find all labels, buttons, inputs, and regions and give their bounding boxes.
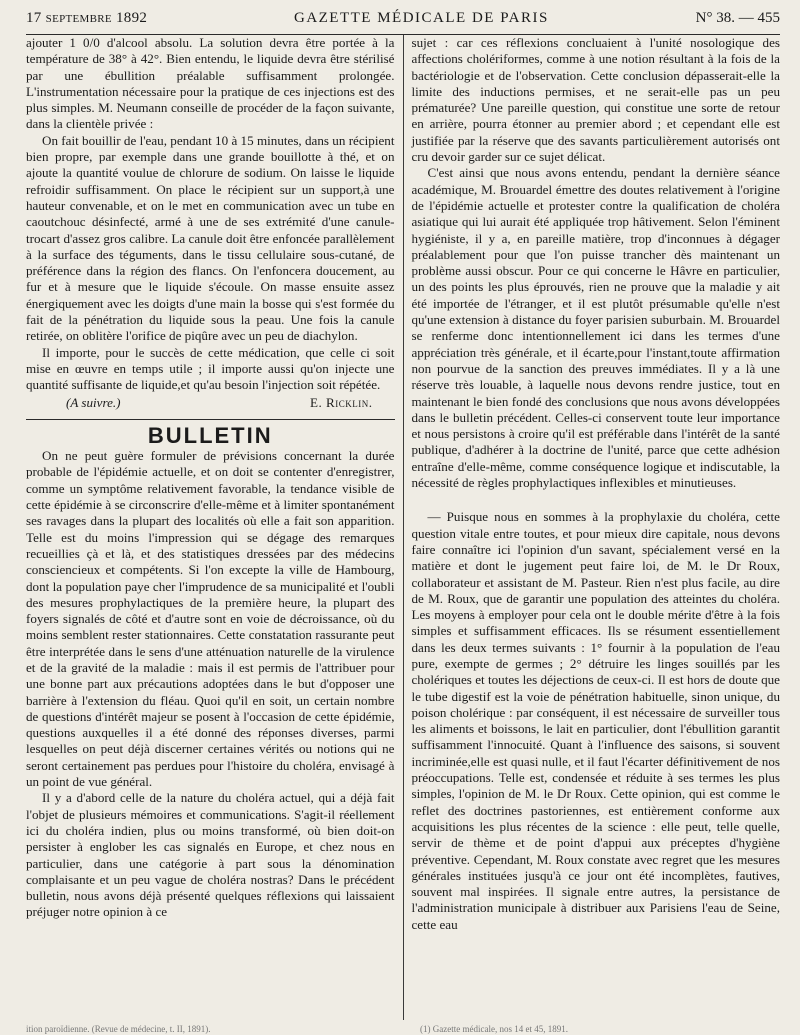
journal-title: GAZETTE MÉDICALE DE PARIS (293, 10, 549, 26)
section-divider (26, 419, 395, 420)
article-signature (26, 394, 395, 415)
page-header (26, 10, 780, 35)
footnote-right: (1) Gazette médicale, nos 14 et 45, 1891. (420, 1024, 568, 1034)
paragraph: Il importe, pour le succès de cette médication, que celle ci soit mise en œuvre en temps utile ; il importe aussi qu'on injecte une quantité suffisante de liquide,et qu'au besoin l'injection soit répétée. (26, 344, 395, 393)
paragraph: Il y a d'abord celle de la nature du choléra actuel, qui a déjà fait l'objet de plusieurs mémoires et communications. S'agit-il réellement ici du choléra indien, plus ou moins transformé, où bien doit-on persister à englober les cas signalés en Europe, et chez nous en particulier, dans une catégorie à part sous la dénomination complaisante et un peu vague de choléra nostras? Dans le précédent bulletin, nous avons déjà présenté quelques réflexions qui laissaient préjuger notre opinion à ce (26, 790, 395, 920)
footnote-left: ition paroïdienne. (Revue de médecine, t. II, 1891). (26, 1024, 211, 1034)
author-name: E. Ricklin. (309, 394, 373, 410)
left-column (26, 35, 403, 1020)
paragraph: sujet : car ces réflexions concluaient à l'unité nosologique des affections cholériformes, comme à une notion résultant à la fois de la bactériologie et de l'observation. Cette conclusion dépasserait-elle la limite des inductions permises, et ne serait-elle pas un peu prématurée? Une pareille question, qui constitue une sorte de retour en arrière, pourra étonner au premier abord ; et cependant elle est justifiée par la réserve que des savants particulièrement autorisés ont cru devoir garder sur ce sujet délicat. (411, 35, 780, 165)
text-columns (26, 35, 780, 1020)
to-be-continued: (A suivre.) (66, 394, 121, 410)
paragraph-gap (412, 491, 781, 509)
issue-date: 17 septembre 1892 (26, 10, 148, 26)
section-title: BULLETIN (147, 422, 273, 448)
paragraph: — Puisque nous en sommes à la prophylaxie du choléra, cette question vitale entre toutes, et pour mieux dire capitale, nous devons faire connaître ici l'opinion d'un savant, spécialement versé en la matière et dont le jugement peut faire loi, de M. le Dr Roux, collaborateur et assistant de M. Pasteur. Rien n'est plus facile, au dire de M. Roux, que de garantir une population des atteintes du choléra. Les moyens à employer pour cela ont le double mérite d'être à la fois simples et suffisamment efficaces. Ils se résument essentiellement dans les deux termes suivants : 1° fournir à la population de l'eau pure, exempte de germes ; 2° détruire les linges souillés par les cholériques et toutes les déjections de ceux-ci. Il est hors de doute que le tube digestif est la voie de pénétration habituelle, sinon unique, du poison cholérique : par conséquent, il est nécessaire de surveiller tous les aliments et boissons, le lait en particulier, dont l'ébullition garantit suffisamment l'innocuité. Quant à l'influence des saisons, si souvent incriminée,elle est quasi nulle, et il faut l'écarter définitivement de nos préoccupations. Telle est, condensée et réduite à ses termes les plus simples, l'opinion de M. le Dr Roux. Cette opinion, qui est comme le reflet des doctrines pastoriennes, est entièrement conforme aux acquisitions les plus récentes de la science : elle peut, telle quelle, servir de thème et de point d'appui aux préceptes d'hygiène préventive. Cependant, M. Roux constate avec regret que les mesures générales instituées jusqu'à ce jour ont été incomplètes, fautives, souvent mal inspirées. Il signale entre autres, la persistance de l'administration municipale à distribuer aux Parisiens l'eau de Seine, cette eau (411, 509, 780, 932)
paragraph: ajouter 1 0/0 d'alcool absolu. La solution devra être portée à la température de 38° à 42°. Bien entendu, le liquide devra être stérilisé par une ébullition préalable suffisamment prolongée. L'instrumentation nécessaire pour la pratique de ces injections est des plus simples. M. Neumann conseille de procéder de la façon suivante, dans la clientèle privée : (26, 35, 395, 132)
paragraph: On ne peut guère formuler de prévisions concernant la durée probable de l'épidémie actuelle, et on doit se contenter d'enregistrer, comme un symptôme relativement favorable, la tendance visible de cette épidémie à se circonscrire d'elle-même et à limiter spontanément ses ravages dans la plupart des localités où elle a fait son apparition. Telle est du moins l'impression qui se dégage des remarques recueillies çà et là, et des statistiques dressées par des médecins consciencieux et compétents. Si l'on excepte la ville de Hambourg, dont la population paye cher l'imprudence de sa municipalité et l'oubli des mesures prophylactiques de la première heure, la plupart des foyers signalés de côté et d'autre sont en voie de décroissance, où du moins semblent rester stationnaires. Cette constatation rassurante peut être interprétée dans le sens d'une atténuation naturelle de la virulence et de la gravité de la maladie : mais il est permis de l'attribuer pour une bonne part aux précautions adoptées dans le but d'opposer une barrière à l'extension du fléau. Quoi qu'il en soit, un certain nombre de questions d'intérêt majeur se posent à l'occasion de cette épidémie, questions auxquelles il a été donné des réponses diverses, parmi lesquelles on peut déjà discerner certaines vérités ou notions qui ne seront certainement pas perdues pour l'histoire du choléra, envisagé à un point de vue général. (26, 448, 395, 790)
paragraph: On fait bouillir de l'eau, pendant 10 à 15 minutes, dans un récipient bien propre, par exemple dans une grande bouillotte à thé, et on ajoute la quantité voulue de chlorure de sodium. On laisse le liquide refroidir suffisamment. On place le récipient sur un support,à une hauteur convenable, et on le met en communication avec un tube en caoutchouc désinfecté, armé à une de ses extrémité d'une canule-trocart d'assez gros calibre. La canule doit être enfoncée parallèlement à la surface des téguments, dans le tissu cellulaire sous-cutané, de préférence dans la région des flancs. On l'enfoncera doucement, au fur et à mesure que le liquide s'écoule. On masse ensuite assez énergiquement avec les doigts d'une main la bosse qui s'est formée du fait de la pénétration du liquide sous la peau. Une fois la canule retirée, on oblitère l'orifice de piqûre avec un peu de diachylon. (26, 132, 395, 344)
paragraph: C'est ainsi que nous avons entendu, pendant la dernière séance académique, M. Brouardel émettre des doutes relativement à l'origine de l'épidémie actuelle et protester contre la qualification de choléra asiatique qui lui aurait été appliquée trop hâtivement. Selon l'éminent hygiéniste, il y a, en pareille matière, trop d'inconnues à dégager préalablement pour que l'on puisse trancher dès maintenant un problème aussi obscur. Pour ce qui concerne le Hâvre en particulier, un des points les plus éprouvés, rien ne prouve que la maladie y ait été importée de l'étranger, et il est plutôt présumable qu'elle n'est qu'une extension à distance du foyer parisien suburbain. M. Brouardel se renferme donc intentionnellement ici dans les termes d'une appréciation très générale, et il écarte,pour l'instant,toute affirmation non pourvue de la sanction des preuves immédiates. Il y a là une réserve très louable, à laquelle nous devons rendre justice, tout en maintenant le bien fondé des conclusions que nous avons développées dans le bulletin précédent. Celles-ci conservent toute leur importance et nous persistons à croire qu'il est préférable dans l'intérêt de la santé publique, d'adhérer à la doctrine de l'unité, parce que cette adhésion entraîne d'elle-même, comme conséquence logique et indiscutable, la nécessité de règles prophylactiques inflexibles et minutieuses. (411, 165, 780, 491)
issue-number: N° 38. — 455 (695, 10, 780, 26)
right-column (403, 35, 781, 1020)
